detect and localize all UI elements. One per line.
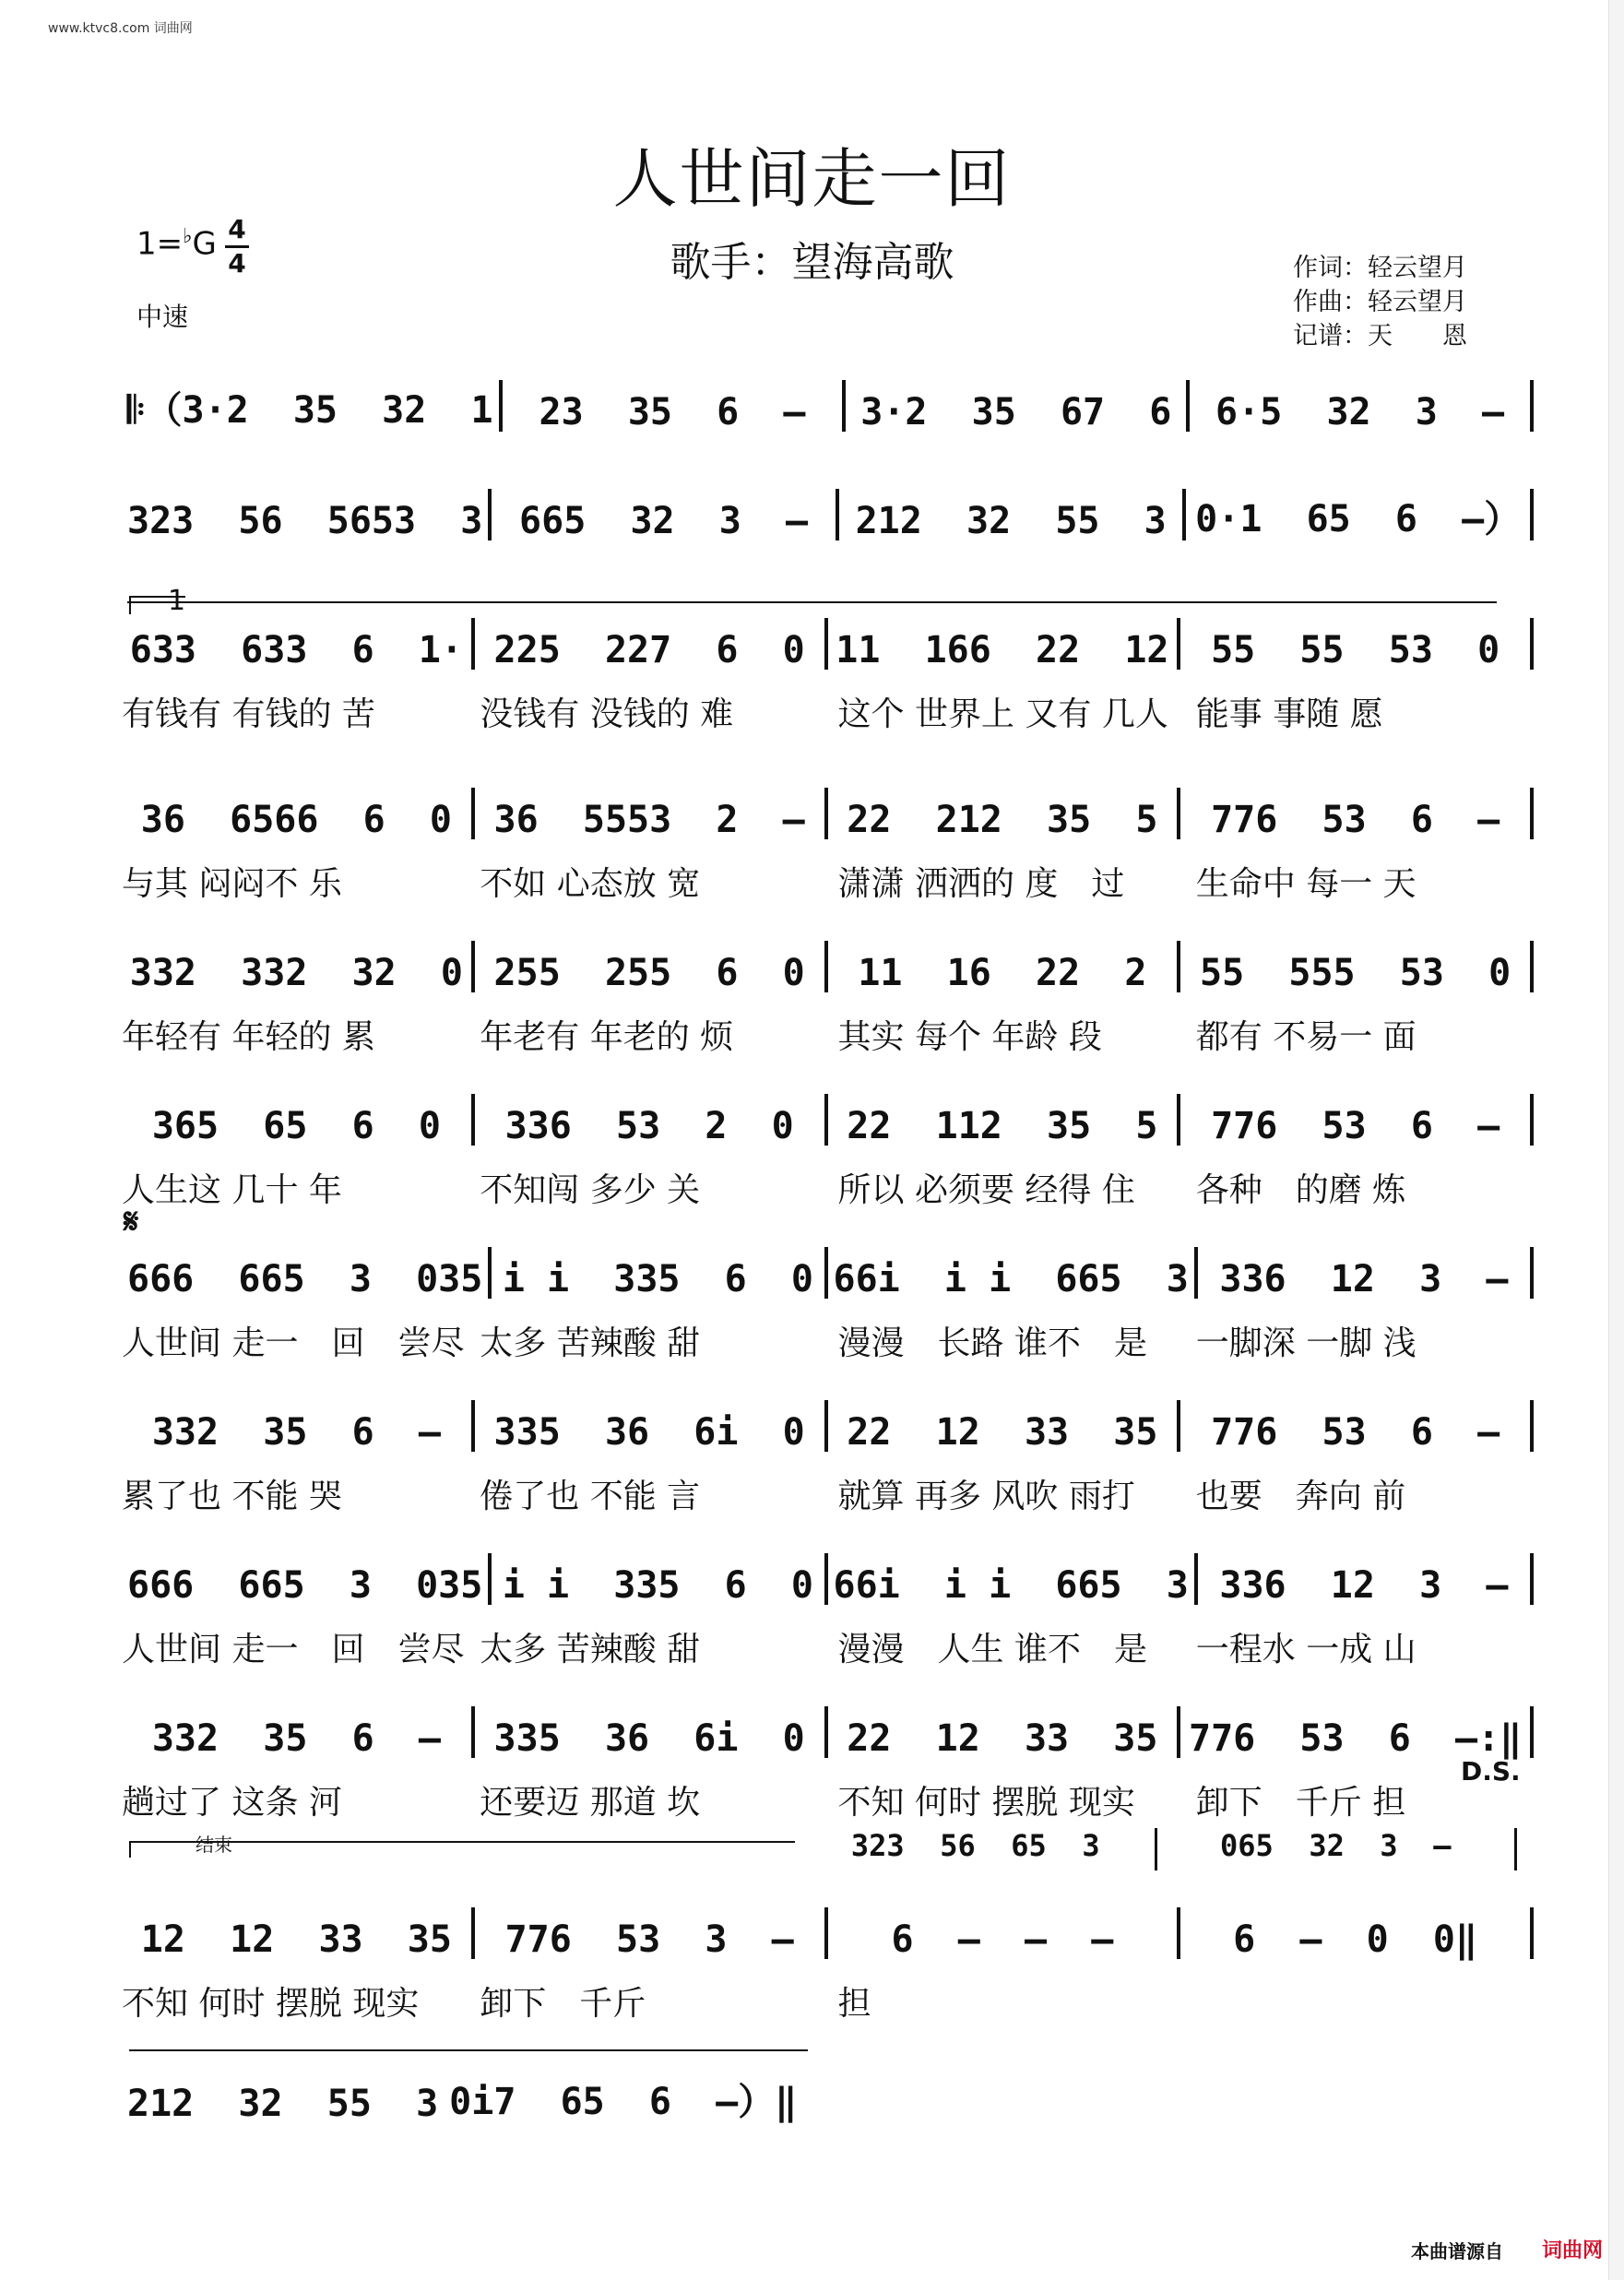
notation-row: [127, 1704, 1539, 1760]
lyrics-row: [118, 1470, 1550, 1517]
measure: 212 32 55 3: [855, 500, 1167, 542]
measure: 66i i i 665 3: [833, 1258, 1189, 1300]
barline: [1177, 618, 1180, 670]
measure: 776 53 6 –: [1211, 1411, 1500, 1454]
measure: 36 6566 6 0: [140, 799, 452, 841]
lyric-measure: 一程水 一成 山: [1195, 1631, 1417, 1668]
lyric-measure: 各种 的磨 炼: [1195, 1171, 1406, 1209]
notation-row: [127, 786, 1539, 841]
measure: 55 55 53 0: [1211, 629, 1500, 671]
key-signature: 1=♭G: [136, 225, 217, 263]
barline: [1530, 1400, 1534, 1452]
measure: 11 16 22 2: [858, 952, 1147, 994]
lyric-measure: 这个 世界上 又有 几人: [837, 695, 1168, 733]
ending-label: 结束: [196, 1834, 232, 1856]
measure: 23 35 6 –: [539, 391, 806, 433]
notation-row: [127, 1551, 1539, 1607]
measure: 22 112 35 5: [847, 1105, 1158, 1147]
measure: 332 35 6 –: [151, 1717, 441, 1760]
notation-row: [127, 1245, 1539, 1300]
transcriber-credit: 记谱：天 恩: [1293, 322, 1467, 350]
barline: [1530, 941, 1534, 992]
notation-row: [127, 487, 1539, 542]
barline: [1530, 788, 1534, 839]
barline: [1177, 1400, 1180, 1452]
measure: 36 5553 2 –: [493, 799, 805, 841]
barline: [499, 380, 503, 432]
barline: [824, 1907, 828, 1959]
lyric-measure: 年老有 年老的 烦: [480, 1018, 734, 1056]
lyrics-row: [118, 1776, 1550, 1823]
measure: 336 12 3 –: [1219, 1564, 1509, 1607]
lyrics-row: [118, 1164, 1550, 1211]
measure: 212 32 55 3: [127, 2083, 439, 2125]
lyric-measure: 累了也 不能 哭: [122, 1478, 342, 1515]
lyric-measure: 漫漫 长路 谁不 是: [837, 1324, 1147, 1362]
lyric-measure: 卸下 千斤: [480, 1985, 646, 2023]
barline: [471, 1400, 475, 1452]
song-title: 人世间走一回: [612, 141, 1012, 217]
barline: [471, 788, 475, 839]
barline: [824, 1400, 828, 1452]
lyric-measure: 也要 奔向 前: [1195, 1478, 1406, 1515]
side-watermark-strip: [1608, 0, 1624, 2280]
measure: 633 633 6 1·: [129, 629, 463, 671]
measure: 336 12 3 –: [1219, 1258, 1509, 1300]
barline: [824, 1094, 828, 1146]
lyric-measure: 太多 苦辣酸 甜: [480, 1324, 701, 1362]
lyric-measure: 趟过了 这条 河: [122, 1784, 342, 1822]
measure: 255 255 6 0: [493, 952, 805, 994]
lyric-measure: 人世间 走一 回 尝尽: [122, 1631, 465, 1668]
measure: 6·5 32 3 –: [1215, 391, 1505, 433]
time-signature: 4 4: [225, 214, 249, 279]
footer-source: 本曲谱源自: [1411, 2240, 1503, 2262]
lyricist-credit: 作词：轻云望月: [1293, 254, 1467, 282]
first-ending-line: [127, 601, 1497, 603]
measure: 55 555 53 0: [1200, 952, 1511, 994]
barline: [1530, 1907, 1534, 1959]
measure: 0i7 65 6 –）‖: [449, 2081, 798, 2123]
alternate-notation-row: [802, 1828, 1523, 1870]
lyric-measure: 担: [837, 1985, 871, 2023]
notation-row: [127, 616, 1539, 671]
barline: [1530, 1094, 1534, 1146]
lyrics-row: [118, 1011, 1550, 1058]
barline: [1530, 380, 1534, 432]
barline: [471, 618, 475, 670]
measure: 776 53 6 –: [1211, 1105, 1500, 1147]
barline: [471, 1706, 475, 1758]
ds-marking: D.S.: [1461, 1756, 1521, 1787]
lyric-measure: 人世间 走一 回 尝尽: [122, 1324, 465, 1362]
barline: [488, 1247, 492, 1299]
lyric-measure: 就算 再多 风吹 雨打: [837, 1478, 1135, 1515]
lyric-measure: 还要迈 那道 坎: [480, 1784, 701, 1822]
measure: 776 53 3 –: [504, 1918, 794, 1961]
notation-row: [127, 2070, 798, 2125]
barline: [824, 1706, 828, 1758]
measure: 332 332 32 0: [129, 952, 463, 994]
barline: [1177, 1907, 1180, 1959]
measure: 22 212 35 5: [847, 799, 1158, 841]
barline: [1182, 489, 1186, 540]
notation-row: [127, 1092, 1539, 1147]
barline: [1155, 1828, 1157, 1870]
barline: [471, 941, 475, 992]
measure: 22 12 33 35: [847, 1717, 1158, 1760]
barline: [1177, 941, 1180, 992]
measure: 𝄆（3·2 35 32 1: [127, 389, 493, 432]
barline: [842, 380, 846, 432]
barline: [471, 1094, 475, 1146]
composer-credit: 作曲：轻云望月: [1293, 288, 1467, 316]
lyrics-row: [118, 1317, 1550, 1364]
notation-row: [127, 939, 1539, 994]
barline: [1186, 380, 1190, 432]
first-ending-bracket: 1: [129, 596, 185, 614]
notation-row: [127, 1906, 1539, 1961]
measure: 335 36 6i 0: [493, 1411, 805, 1454]
lyric-measure: 与其 闷闷不 乐: [122, 865, 342, 903]
lyric-measure: 太多 苦辣酸 甜: [480, 1631, 701, 1668]
barline: [471, 1907, 475, 1959]
measure: 665 32 3 –: [519, 500, 809, 542]
lyric-measure: 所以 必须要 经得 住: [837, 1171, 1135, 1209]
lyric-measure: 漫漫 人生 谁不 是: [837, 1631, 1147, 1668]
measure: 6 – 0 0‖: [1233, 1918, 1478, 1961]
barline: [824, 788, 828, 839]
measure: i i 335 6 0: [502, 1258, 813, 1300]
measure: 776 53 6 –: [1211, 799, 1500, 841]
measure: 6 – – –: [891, 1918, 1114, 1961]
barline: [1194, 1247, 1198, 1299]
barline: [836, 489, 839, 540]
segno-sign: 𝄋: [124, 1201, 139, 1241]
barline: [1194, 1553, 1198, 1605]
measure: 66i i i 665 3: [833, 1564, 1189, 1607]
measure: 065 32 3 –: [1220, 1828, 1452, 1863]
barline: [1530, 1247, 1534, 1299]
lyric-measure: [1192, 1977, 1550, 2025]
measure: 365 65 6 0: [151, 1105, 441, 1147]
barline: [1530, 618, 1534, 670]
barline: [824, 941, 828, 992]
coda-bracket: [129, 2049, 808, 2051]
lyric-measure: 潇潇 洒洒的 度 过: [837, 865, 1125, 903]
measure: 3·2 35 67 6: [860, 391, 1172, 433]
lyric-measure: 不如 心态放 宽: [480, 865, 701, 903]
measure: 225 227 6 0: [493, 629, 805, 671]
barline: [488, 489, 492, 540]
lyric-measure: 卸下 千斤 担: [1195, 1784, 1406, 1822]
lyrics-row: [118, 1623, 1550, 1670]
measure: 12 12 33 35: [140, 1918, 452, 1961]
barline: [1514, 1828, 1517, 1870]
lyric-measure: 都有 不易一 面: [1195, 1018, 1417, 1056]
measure: 323 56 65 3: [850, 1828, 1100, 1863]
barline: [824, 1247, 828, 1299]
measure: 332 35 6 –: [151, 1411, 441, 1454]
lyric-measure: 不知闯 多少 关: [480, 1171, 701, 1209]
ending-bracket: [129, 1841, 795, 1858]
measure: 335 36 6i 0: [493, 1717, 805, 1760]
barline: [1177, 1094, 1180, 1146]
lyric-measure: 其实 每个 年龄 段: [837, 1018, 1102, 1056]
notation-row: [127, 378, 1539, 433]
lyric-measure: 能事 事随 愿: [1195, 695, 1383, 733]
measure: 776 53 6 –:‖: [1189, 1717, 1523, 1760]
measure: 11 166 22 12: [836, 629, 1169, 671]
credits: [1293, 251, 1467, 353]
lyric-measure: 人生这 几十 年: [122, 1171, 342, 1209]
footer-brand[interactable]: 词曲网: [1542, 2239, 1604, 2262]
barline: [488, 1553, 492, 1605]
barline: [1177, 788, 1180, 839]
lyric-measure: 没钱有 没钱的 难: [480, 695, 734, 733]
lyrics-row: [118, 1977, 1550, 2025]
lyric-measure: 有钱有 有钱的 苦: [122, 695, 375, 733]
lyric-measure: 生命中 每一 天: [1195, 865, 1417, 903]
singer: 歌手：望海高歌: [670, 239, 954, 286]
site-url[interactable]: www.ktvc8.com 词曲网: [48, 21, 193, 36]
lyrics-row: [118, 688, 1550, 735]
measure: 336 53 2 0: [504, 1105, 794, 1147]
lyric-measure: 年轻有 年轻的 累: [122, 1018, 375, 1056]
measure: 666 665 3 035: [127, 1258, 483, 1300]
measure: i i 335 6 0: [502, 1564, 813, 1607]
lyrics-row: [118, 858, 1550, 905]
measure: 323 56 5653 3: [127, 500, 483, 542]
measure: 666 665 3 035: [127, 1564, 483, 1607]
lyric-measure: 不知 何时 摆脱 现实: [837, 1784, 1135, 1822]
notation-row: [127, 1398, 1539, 1454]
tempo-marking: 中速: [136, 302, 189, 332]
lyric-measure: 倦了也 不能 言: [480, 1478, 701, 1515]
barline: [1530, 1706, 1534, 1758]
measure: 22 12 33 35: [847, 1411, 1158, 1454]
measure: 0·1 65 6 –）: [1195, 498, 1522, 540]
barline: [824, 618, 828, 670]
barline: [824, 1553, 828, 1605]
barline: [1530, 489, 1534, 540]
barline: [1177, 1706, 1180, 1758]
lyric-measure: 不知 何时 摆脱 现实: [122, 1985, 420, 2023]
lyric-measure: 一脚深 一脚 浅: [1195, 1324, 1417, 1362]
barline: [1530, 1553, 1534, 1605]
